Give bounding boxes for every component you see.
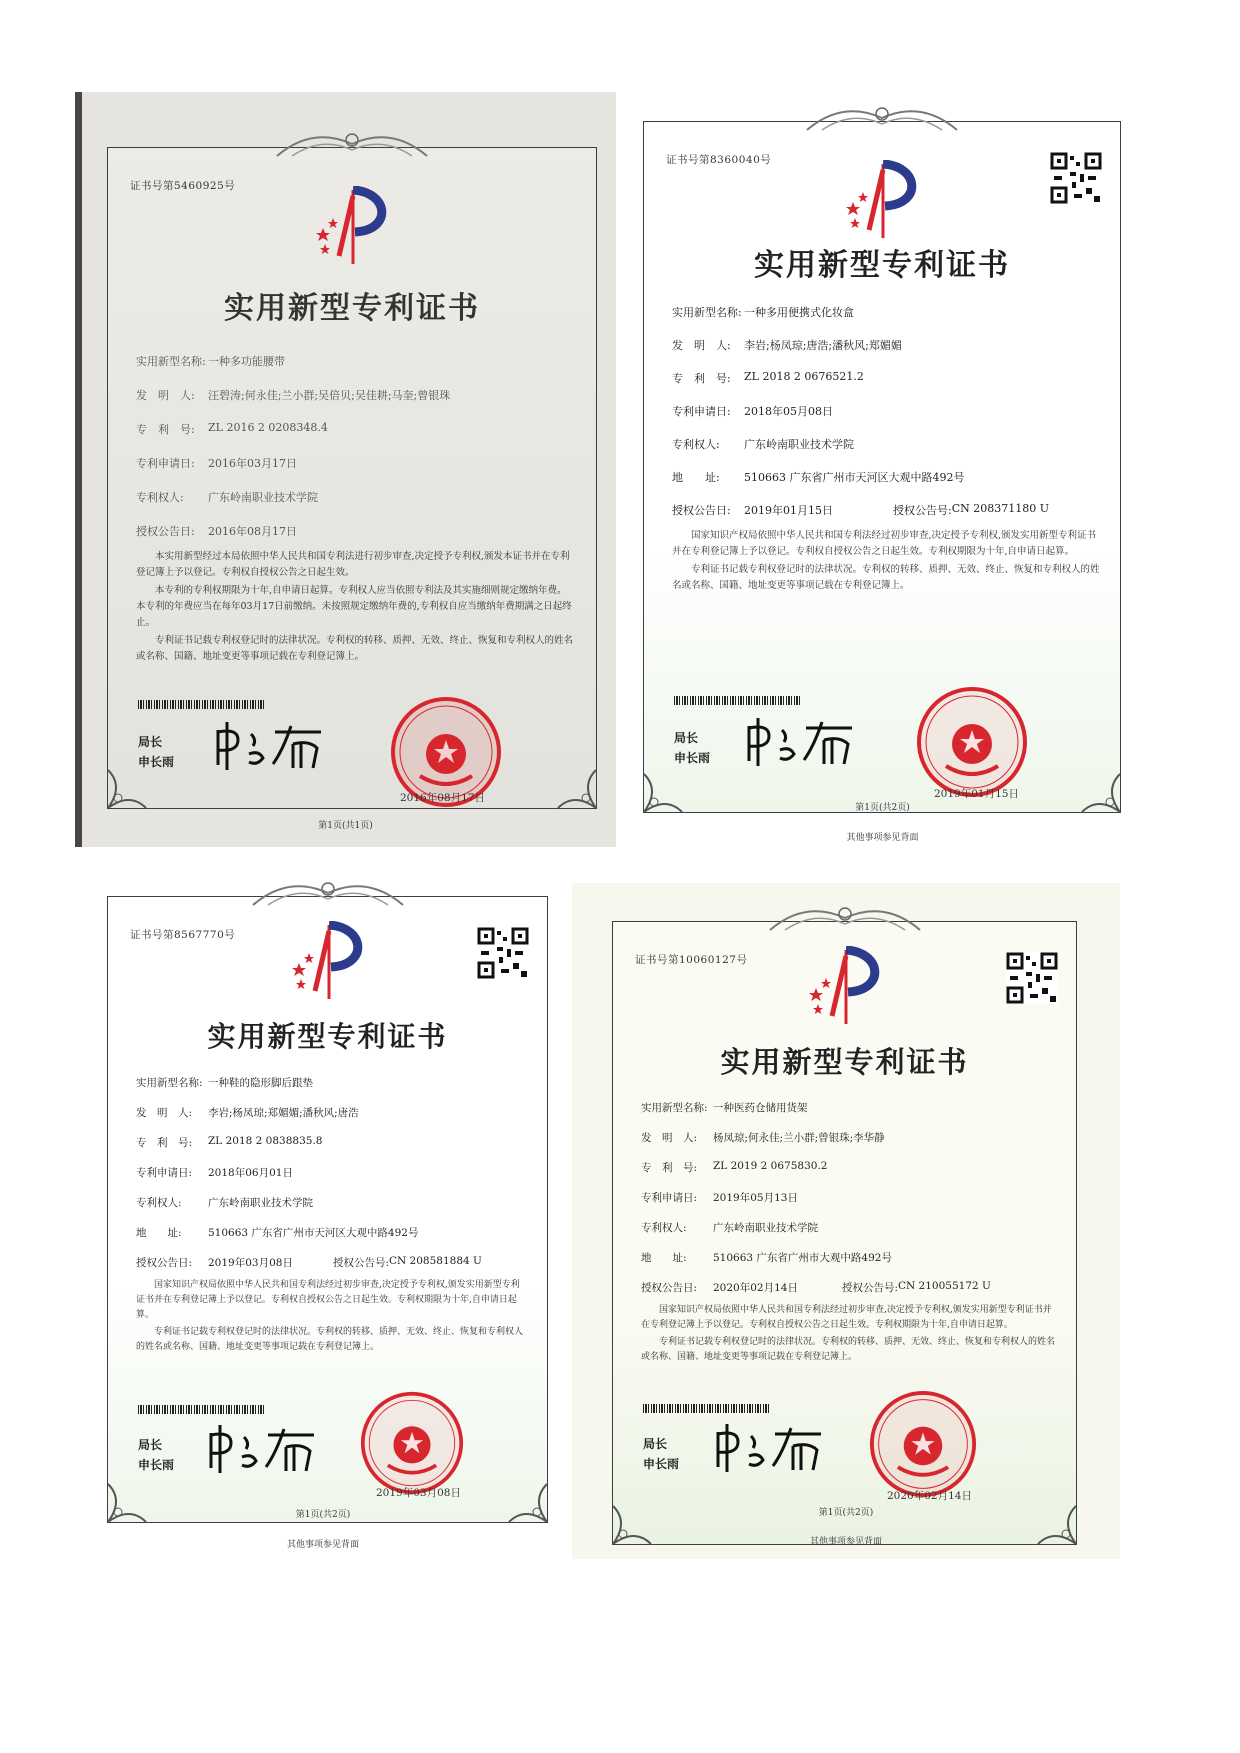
certificate-paper [612, 921, 1077, 1545]
ornament-crest-icon [248, 875, 408, 911]
certificate-title: 实用新型专利证书 [224, 291, 480, 326]
field-patentee: 专利权人: 广东岭南职业技术学院 [672, 438, 854, 451]
seal-date: 2016年08月17日 [400, 792, 485, 804]
field-name: 实用新型名称: 一种多用便携式化妆盒 [672, 306, 854, 319]
certificate-fields [136, 353, 576, 667]
certificate-paper [107, 147, 597, 809]
cnipa-logo-icon [309, 186, 395, 266]
field-patent-number: 专 利 号: ZL 2018 2 0676521.2 [672, 370, 864, 385]
certificate-fields [641, 1100, 1056, 1367]
certificate-fields [672, 304, 1100, 596]
field-grant-date: 授权公告日: 2019年01月15日 授权公告号: CN 208371180 U [672, 502, 1050, 517]
field-address: 地 址: 510663 广东省广州市天河区大观中路492号 [136, 1227, 419, 1239]
field-address: 地 址: 510663 广东省广州市大观中路492号 [641, 1252, 892, 1264]
seal-date: 2019年03月08日 [376, 1487, 461, 1499]
director-block: 局长 申长雨 [138, 1438, 175, 1472]
ornament-crest-icon [272, 126, 432, 162]
barcode [138, 1405, 266, 1414]
certificate-3 [75, 882, 571, 1560]
cnipa-logo-icon [802, 946, 888, 1026]
certificate-1 [75, 92, 616, 847]
certificate-title: 实用新型专利证书 [720, 1045, 969, 1079]
certificate-body: 专利证书记载专利权登记时的法律状况。专利权的转移、质押、无效、终止、恢复和专利权人的姓名或名称、国籍、地址变更等事项记载在专利登记簿上。 [136, 1327, 524, 1352]
certificate-body: 专利证书记载专利权登记时的法律状况。专利权的转移、质押、无效、终止、恢复和专利权人的姓名或名称、国籍、地址变更等事项记载在专利登记簿上。 [641, 1337, 1056, 1362]
certificate-4 [572, 883, 1120, 1559]
field-inventors: 发 明 人: 李岩;杨凤琼;郑媚媚;潘秋风;唐浩 [136, 1107, 359, 1119]
field-filing-date: 专利申请日: 2018年06月01日 [136, 1167, 293, 1179]
certificate-fields [136, 1075, 527, 1357]
barcode [674, 696, 802, 705]
certificate-number: 证书号第8567770号 [130, 929, 236, 941]
field-name: 实用新型名称: 一种医药仓储用货架 [641, 1102, 808, 1114]
certificate-body: 专利证书记载专利权登记时的法律状况。专利权的转移、质押、无效、终止、恢复和专利权人的姓名或名称、国籍、地址变更等事项记载在专利登记簿上。 [672, 564, 1100, 591]
director-block: 局长 申长雨 [643, 1437, 680, 1471]
certificate-body: 专利证书记载专利权登记时的法律状况。专利权的转移、质押、无效、终止、恢复和专利权人的姓名或名称、国籍、地址变更等事项记载在专利登记簿上。 [136, 635, 574, 662]
seal-date: 2019年01月15日 [934, 788, 1019, 800]
field-patent-number: 专 利 号: ZL 2018 2 0838835.8 [136, 1135, 323, 1149]
director-block: 局长 申长雨 [138, 735, 175, 769]
certificate-number: 证书号第5460925号 [130, 180, 236, 192]
signature-icon [206, 1423, 321, 1475]
field-address: 地 址: 510663 广东省广州市天河区大观中路492号 [672, 471, 965, 484]
certificate-body: 本专利的专利权期限为十年,自申请日起算。专利权人应当依照专利法及其实施细则规定缴纳年费。本专利的年费应当在每年03月17日前缴纳。未按照规定缴纳年费的,专利权自应当缴纳年费期满之日起终止。 [136, 585, 572, 628]
field-patent-number: 专 利 号: ZL 2019 2 0675830.2 [641, 1160, 828, 1174]
signature-icon [213, 720, 328, 772]
qr-code-icon [1050, 152, 1102, 204]
ornament-crest-icon [802, 100, 962, 136]
back-note: 其他事项参见背面 [286, 1540, 359, 1550]
signature-icon [744, 716, 859, 768]
qr-code-icon [477, 927, 529, 979]
certificate-body: 国家知识产权局依照中华人民共和国专利法经过初步审查,决定授予专利权,颁发实用新型专利证书并在专利登记簿上予以登记。专利权自授权公告之日起生效。专利权期限为十年,自申请日起算。 [672, 530, 1097, 557]
certificate-number: 证书号第8360040号 [666, 154, 772, 166]
binding-spine [75, 92, 82, 847]
official-seal-icon [916, 686, 1028, 798]
field-filing-date: 专利申请日: 2016年03月17日 [136, 457, 297, 470]
barcode [643, 1404, 771, 1413]
field-grant-date: 授权公告日: 2016年08月17日 [136, 525, 297, 538]
field-patentee: 专利权人: 广东岭南职业技术学院 [136, 1197, 313, 1209]
field-patentee: 专利权人: 广东岭南职业技术学院 [136, 491, 318, 504]
corner-ornament-icon [554, 766, 600, 812]
corner-ornament-icon [104, 766, 150, 812]
field-inventors: 发 明 人: 李岩;杨凤琼;唐浩;潘秋风;郑媚媚 [672, 339, 902, 352]
barcode [138, 700, 266, 709]
director-block: 局长 申长雨 [674, 731, 711, 765]
field-filing-date: 专利申请日: 2019年05月13日 [641, 1192, 798, 1204]
cnipa-logo-icon [285, 921, 371, 1001]
field-patentee: 专利权人: 广东岭南职业技术学院 [641, 1222, 818, 1234]
certificate-body: 本实用新型经过本局依照中华人民共和国专利法进行初步审查,决定授予专利权,颁发本证书并在专利登记簿上予以登记。专利权自授权公告之日起生效。 [136, 551, 570, 578]
signature-icon [713, 1422, 828, 1474]
certificate-number: 证书号第10060127号 [635, 954, 748, 966]
back-note: 其他事项参见背面 [846, 833, 919, 843]
qr-code-icon [1006, 952, 1058, 1004]
page-number: 第1页(共2页) [295, 1510, 351, 1520]
field-filing-date: 专利申请日: 2018年05月08日 [672, 405, 833, 418]
page-number: 第1页(共2页) [818, 1508, 874, 1518]
certificate-title: 实用新型专利证书 [754, 248, 1010, 283]
certificate-body: 国家知识产权局依照中华人民共和国专利法经过初步审查,决定授予专利权,颁发实用新型专利证书并在专利登记簿上予以登记。专利权自授权公告之日起生效。专利权期限为十年,自申请日起算。 [136, 1280, 520, 1320]
field-grant-date: 授权公告日: 2019年03月08日 授权公告号: CN 208581884 U [136, 1255, 482, 1269]
field-name: 实用新型名称: 一种多功能腰带 [136, 355, 285, 368]
ornament-crest-icon [765, 900, 925, 936]
certificate-paper [107, 896, 548, 1523]
cnipa-logo-icon [839, 160, 925, 240]
certificate-body: 国家知识产权局依照中华人民共和国专利法经过初步审查,决定授予专利权,颁发实用新型专利证书并在专利登记簿上予以登记。专利权自授权公告之日起生效。专利权期限为十年,自申请日起算。 [641, 1305, 1052, 1330]
field-inventors: 发 明 人: 汪碧涛;何永佳;兰小群;吴倍贝;吴佳耕;马奎;曾银珠 [136, 389, 451, 402]
certificate-2 [639, 103, 1126, 848]
official-seal-icon [869, 1390, 977, 1498]
official-seal-icon [360, 1391, 464, 1495]
certificate-title: 实用新型专利证书 [207, 1020, 448, 1053]
field-name: 实用新型名称: 一种鞋的隐形脚后跟垫 [136, 1077, 313, 1089]
certificate-paper [643, 121, 1121, 813]
field-patent-number: 专 利 号: ZL 2016 2 0208348.4 [136, 421, 328, 436]
seal-date: 2020年02月14日 [887, 1490, 972, 1502]
field-grant-date: 授权公告日: 2020年02月14日 授权公告号: CN 210055172 U [641, 1280, 991, 1294]
field-inventors: 发 明 人: 杨凤琼;何永佳;兰小群;曾银珠;李华静 [641, 1132, 885, 1144]
back-note: 其他事项参见背面 [809, 1537, 882, 1547]
page-number: 第1页(共1页) [318, 821, 373, 831]
page-number: 第1页(共2页) [855, 803, 910, 813]
